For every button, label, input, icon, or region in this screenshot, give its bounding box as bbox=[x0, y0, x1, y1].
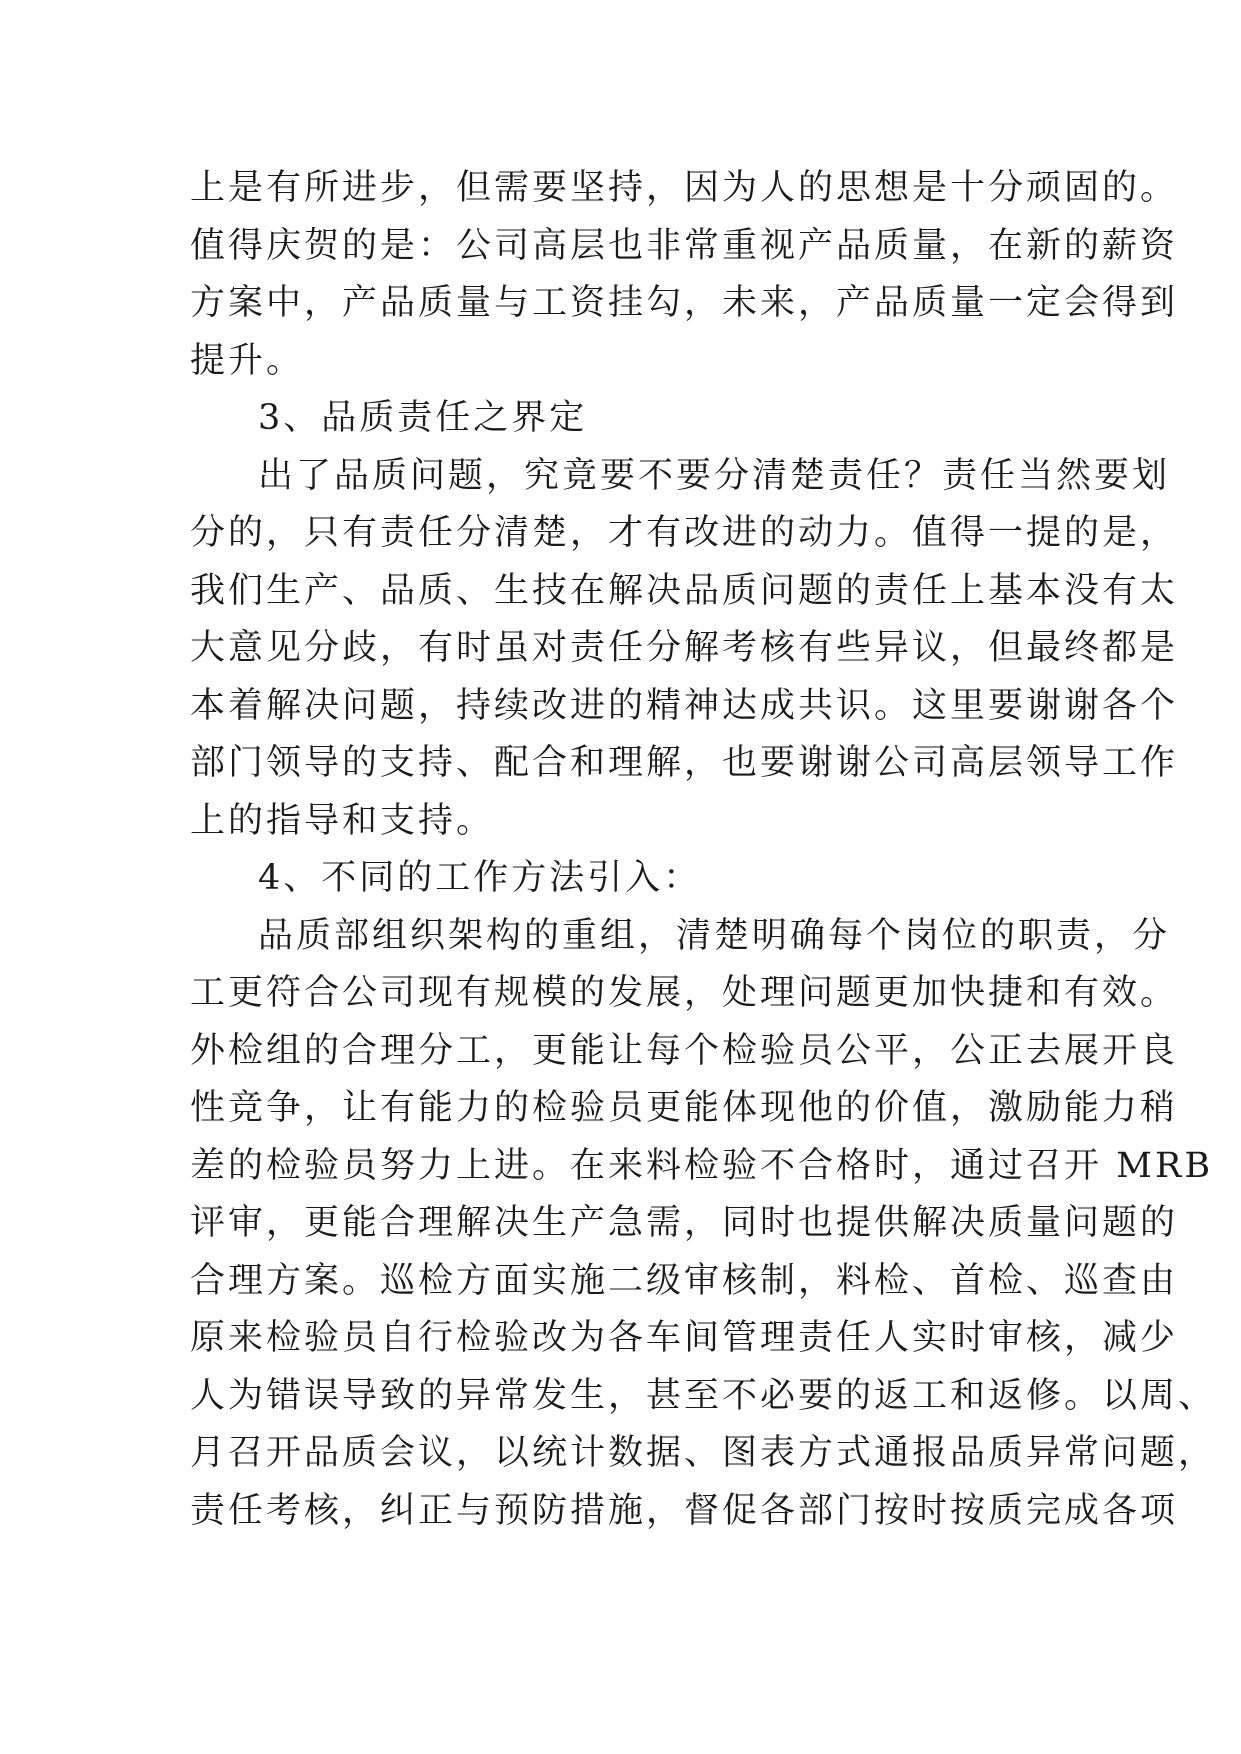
section-heading-3: 3、品质责任之界定 bbox=[258, 398, 588, 438]
text-line: 责任考核，纠正与预防措施，督促各部门按时按质完成各项 bbox=[190, 1490, 1179, 1531]
text-line: 上是有所进步，但需要坚持，因为人的思想是十分顽固的。 bbox=[190, 168, 1179, 208]
text-line: 分的，只有责任分清楚，才有改进的动力。值得一提的是， bbox=[190, 513, 1179, 553]
text-line: 大意见分歧，有时虽对责任分解考核有些异议，但最终都是 bbox=[190, 628, 1179, 668]
text-line: 差的检验员努力上进。在来料检验不合格时，通过召开 MRB bbox=[190, 1145, 1214, 1186]
text-line: 合理方案。巡检方面实施二级审核制，料检、首检、巡查由 bbox=[190, 1260, 1179, 1301]
text-line: 月召开品质会议，以统计数据、图表方式通报品质异常问题， bbox=[190, 1433, 1217, 1473]
text-line: 上的指导和支持。 bbox=[190, 800, 495, 841]
text-line: 部门领导的支持、配合和理解，也要谢谢公司高层领导工作 bbox=[190, 743, 1179, 783]
body-text bbox=[190, 160, 1217, 1540]
text-line: 评审，更能合理解决生产急需，同时也提供解决质量问题的 bbox=[190, 1203, 1179, 1243]
text-line: 方案中，产品质量与工资挂勾，未来，产品质量一定会得到 bbox=[190, 283, 1179, 323]
text-line: 性竞争，让有能力的检验员更能体现他的价值，激励能力稍 bbox=[190, 1088, 1179, 1128]
text-line: 工更符合公司现有规模的发展，处理问题更加快捷和有效。 bbox=[190, 973, 1179, 1013]
text-line: 外检组的合理分工，更能让每个检验员公平，公正去展开良 bbox=[190, 1030, 1179, 1071]
text-line: 人为错误导致的异常发生，甚至不必要的返工和返修。以周、 bbox=[190, 1375, 1217, 1416]
text-line: 值得庆贺的是：公司高层也非常重视产品质量，在新的薪资 bbox=[190, 225, 1179, 266]
section-heading-4: 4、不同的工作方法引入： bbox=[258, 858, 702, 898]
text-line: 本着解决问题，持续改进的精神达成共识。这里要谢谢各个 bbox=[190, 685, 1179, 726]
text-line: 提升。 bbox=[190, 340, 305, 381]
text-line: 品质部组织架构的重组，清楚明确每个岗位的职责，分 bbox=[258, 915, 1171, 956]
text-line: 我们生产、品质、生技在解决品质问题的责任上基本没有太 bbox=[190, 570, 1179, 611]
text-line: 出了品质问题，究竟要不要分清楚责任？责任当然要划 bbox=[258, 455, 1171, 496]
text-line: 原来检验员自行检验改为各车间管理责任人实时审核，减少 bbox=[190, 1318, 1179, 1358]
